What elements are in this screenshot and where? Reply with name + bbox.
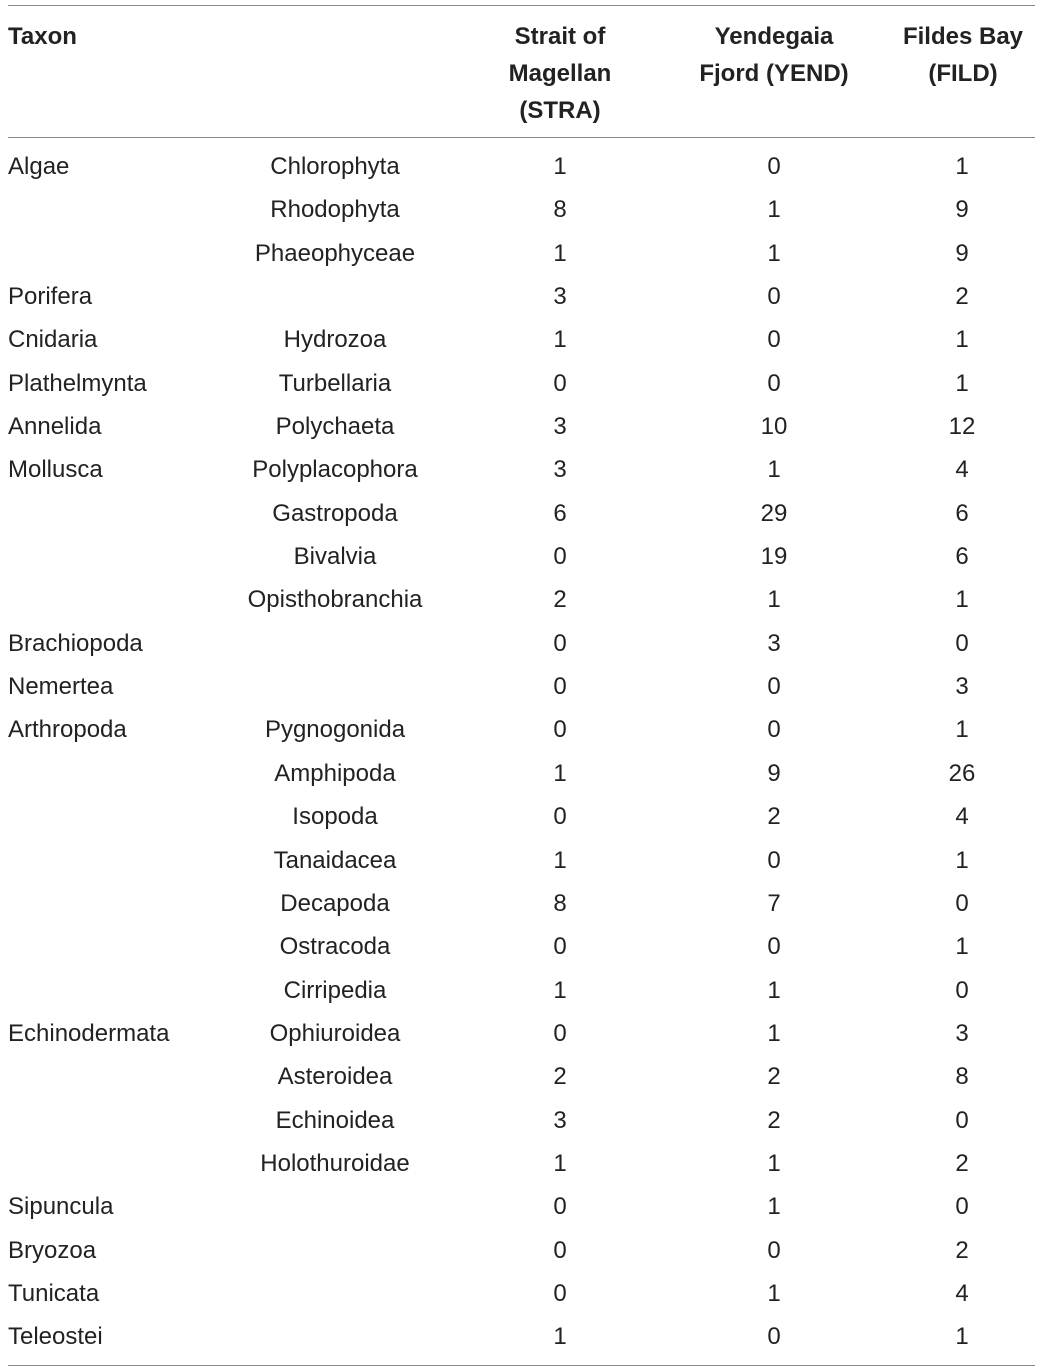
cell-fild-count: 4 [955,803,969,831]
cell-stra-count: 0 [553,1193,567,1221]
cell-phylum: Porifera [8,283,93,311]
cell-fild-count: 1 [955,716,969,744]
cell-yend-count: 0 [767,846,781,874]
table-row [8,405,1035,448]
cell-group: Isopoda [292,803,378,831]
cell-phylum: Arthropoda [8,716,127,744]
cell-group: Pygnogonida [264,716,406,744]
cell-phylum: Echinodermata [8,1019,170,1047]
cell-stra-count: 2 [553,586,567,614]
table-row [8,232,1035,275]
table-row [8,622,1035,665]
table-row [8,839,1035,882]
table-row [8,1229,1035,1272]
table-row [8,969,1035,1012]
table-row [8,188,1035,231]
cell-yend-count: 19 [760,543,788,571]
table-row [8,1315,1035,1358]
cell-yend-count: 1 [767,456,781,484]
cell-fild-count: 1 [955,326,969,354]
table-row [8,795,1035,838]
cell-yend-count: 29 [760,499,788,527]
cell-yend-count: 0 [767,716,781,744]
cell-group: Echinoidea [275,1106,395,1134]
cell-yend-count: 0 [767,1323,781,1351]
table-row [8,318,1035,361]
cell-yend-count: 1 [767,239,781,267]
header-taxon: Taxon [8,23,77,50]
taxa-table [8,5,1035,1366]
cell-group: Turbellaria [278,369,392,397]
cell-stra-count: 0 [553,1236,567,1264]
cell-fild-count: 0 [955,889,969,917]
cell-yend-count: 1 [767,1019,781,1047]
cell-group: Bivalvia [293,543,377,571]
cell-stra-count: 3 [553,1106,567,1134]
cell-phylum: Annelida [8,413,102,441]
table-row [8,362,1035,405]
cell-group: Phaeophyceae [254,239,416,267]
cell-stra-count: 1 [553,759,567,787]
cell-group: Rhodophyta [270,196,400,224]
cell-fild-count: 1 [955,369,969,397]
cell-stra-count: 3 [553,413,567,441]
cell-yend-count: 7 [767,889,781,917]
cell-stra-count: 2 [553,1063,567,1091]
cell-stra-count: 3 [553,283,567,311]
cell-yend-count: 0 [767,1236,781,1264]
table-row [8,752,1035,795]
cell-phylum: Teleostei [8,1323,103,1351]
cell-group: Decapoda [280,889,390,917]
table-row [8,1055,1035,1098]
cell-stra-count: 8 [553,889,567,917]
cell-yend-count: 0 [767,673,781,701]
header-yendegaia-fjord: Yendegaia Fjord (YEND) [699,23,849,87]
cell-yend-count: 9 [767,759,781,787]
header-strait-of-magellan: Strait of Magellan (STRA) [508,23,612,124]
cell-yend-count: 2 [767,803,781,831]
table-row [8,448,1035,491]
cell-stra-count: 0 [553,1279,567,1307]
table-row [8,535,1035,578]
cell-stra-count: 1 [553,976,567,1004]
cell-phylum: Sipuncula [8,1193,114,1221]
cell-yend-count: 0 [767,153,781,180]
cell-group: Gastropoda [272,499,398,527]
table-row [8,882,1035,925]
cell-stra-count: 1 [553,326,567,354]
cell-phylum: Algae [8,153,70,180]
cell-fild-count: 3 [955,1019,969,1047]
header-fildes-bay: Fildes Bay (FILD) [902,23,1024,87]
table-row [8,275,1035,318]
cell-stra-count: 6 [553,499,567,527]
cell-fild-count: 2 [955,1236,969,1264]
cell-yend-count: 0 [767,283,781,311]
table-row [8,1185,1035,1228]
cell-fild-count: 0 [955,976,969,1004]
table-row [8,1012,1035,1055]
cell-yend-count: 0 [767,369,781,397]
cell-yend-count: 3 [767,629,781,657]
cell-fild-count: 6 [955,543,969,571]
cell-fild-count: 1 [955,586,969,614]
cell-fild-count: 4 [955,1279,969,1307]
cell-yend-count: 0 [767,326,781,354]
cell-phylum: Plathelmynta [8,369,147,397]
cell-group: Holothuroidae [260,1149,410,1177]
cell-yend-count: 2 [767,1106,781,1134]
cell-fild-count: 0 [955,1106,969,1134]
cell-fild-count: 1 [955,933,969,961]
cell-fild-count: 1 [955,153,969,180]
cell-stra-count: 3 [553,456,567,484]
cell-group: Tanaidacea [273,846,397,874]
cell-stra-count: 1 [553,1149,567,1177]
cell-phylum: Mollusca [8,456,103,484]
cell-fild-count: 9 [955,239,969,267]
cell-group: Cirripedia [283,976,387,1004]
cell-yend-count: 1 [767,586,781,614]
table-row [8,145,1035,188]
cell-yend-count: 1 [767,1279,781,1307]
table-row [8,578,1035,621]
cell-yend-count: 1 [767,196,781,224]
cell-stra-count: 0 [553,803,567,831]
cell-fild-count: 1 [955,846,969,874]
table-header [8,6,1035,137]
table-bottom-rule [8,1365,1035,1366]
cell-fild-count: 26 [948,759,976,787]
table-row [8,492,1035,535]
cell-stra-count: 0 [553,933,567,961]
cell-phylum: Bryozoa [8,1236,97,1264]
cell-yend-count: 0 [767,933,781,961]
cell-yend-count: 1 [767,1193,781,1221]
cell-fild-count: 3 [955,673,969,701]
cell-yend-count: 10 [760,413,788,441]
cell-group: Polyplacophora [252,456,418,484]
table-row [8,925,1035,968]
cell-group: Asteroidea [277,1063,393,1091]
cell-group: Amphipoda [274,759,396,787]
cell-fild-count: 6 [955,499,969,527]
cell-group: Hydrozoa [283,326,387,354]
cell-stra-count: 0 [553,1019,567,1047]
cell-fild-count: 0 [955,1193,969,1221]
cell-fild-count: 4 [955,456,969,484]
cell-phylum: Tunicata [8,1279,100,1307]
cell-stra-count: 1 [553,239,567,267]
table-body [8,138,1035,1365]
table-row [8,1272,1035,1315]
cell-fild-count: 12 [948,413,976,441]
cell-fild-count: 2 [955,283,969,311]
table-row [8,665,1035,708]
cell-stra-count: 0 [553,629,567,657]
cell-group: Ophiuroidea [269,1019,401,1047]
cell-stra-count: 8 [553,196,567,224]
cell-fild-count: 1 [955,1323,969,1351]
cell-fild-count: 8 [955,1063,969,1091]
cell-group: Chlorophyta [270,153,400,180]
table-row [8,708,1035,751]
cell-stra-count: 0 [553,543,567,571]
table-row [8,1142,1035,1185]
cell-group: Ostracoda [279,933,391,961]
cell-stra-count: 1 [553,1323,567,1351]
cell-group: Opisthobranchia [247,586,423,614]
table-row [8,1099,1035,1142]
cell-group: Polychaeta [275,413,395,441]
cell-stra-count: 1 [553,846,567,874]
cell-phylum: Cnidaria [8,326,98,354]
cell-fild-count: 0 [955,629,969,657]
cell-stra-count: 1 [553,153,567,180]
cell-fild-count: 2 [955,1149,969,1177]
cell-stra-count: 0 [553,673,567,701]
cell-yend-count: 1 [767,1149,781,1177]
cell-yend-count: 1 [767,976,781,1004]
cell-fild-count: 9 [955,196,969,224]
cell-stra-count: 0 [553,716,567,744]
cell-stra-count: 0 [553,369,567,397]
cell-phylum: Nemertea [8,673,114,701]
cell-yend-count: 2 [767,1063,781,1091]
cell-phylum: Brachiopoda [8,629,143,657]
